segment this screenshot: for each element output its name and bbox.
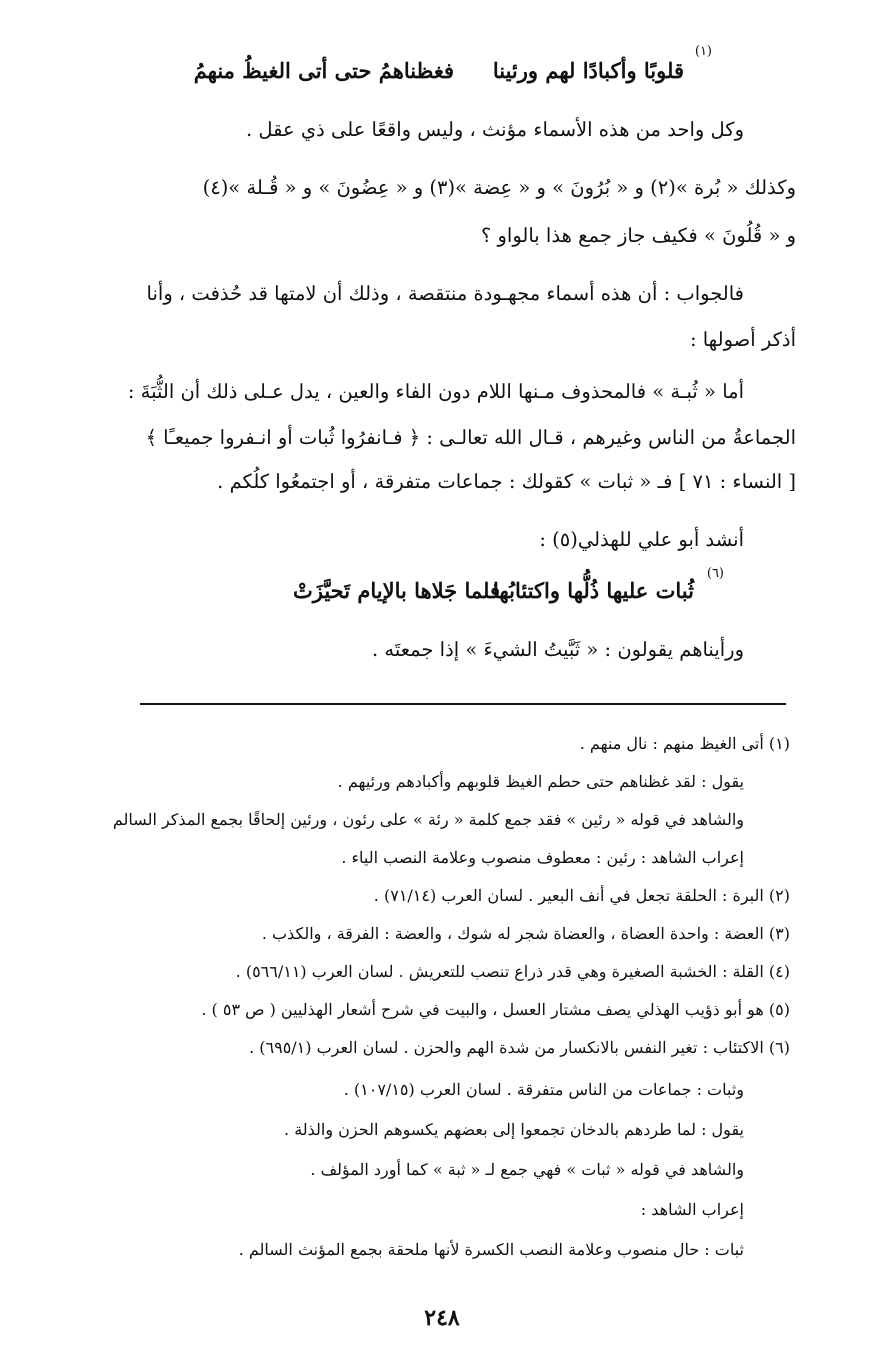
footnote-line: (١) أتى الغيظ منهم : نال منهم .	[579, 734, 790, 753]
verse2-footnote-ref: (٦)	[706, 566, 724, 581]
footnote-line: (٤) القلة : الخشبة الصغيرة وهي قدر ذراع تنصب للتعريش . لسان العرب (٥٦٦/١١) .	[235, 962, 790, 981]
verse1-left-hemistich: قلوبًا وأكبادًا لهم ورئينا	[492, 58, 684, 83]
footnote-line: إعراب الشاهد : رئين : معطوف منصوب وعلامة النصب الياء .	[341, 848, 744, 867]
body-line: أذكر أصولها :	[689, 328, 796, 351]
footnote-separator	[140, 703, 786, 705]
footnote-line: ثبات : حال منصوب وعلامة النصب الكسرة لأنها ملحقة بجمع المؤنث السالم .	[238, 1240, 744, 1259]
verse2-right-hemistich: فلما جَلاها بالإيام تَحيَّزَتْ	[292, 578, 500, 603]
verse1-footnote-ref: (١)	[694, 44, 712, 59]
body-line: وكذلك « بُرة »(٢) و « بُرُونَ » و « عِضة »(٣) و « عِضُونَ » و « قُـلة »(٤)	[202, 176, 796, 199]
footnote-line: والشاهد في قوله « رئين » فقد جمع كلمة « رئة » على رئون ، ورئين إلحاقًا بجمع المذكر السالم	[112, 810, 744, 829]
body-line: فالجواب : أن هذه أسماء مجهـودة منتقصة ، وذلك أن لامتها قد حُذفت ، وأنا	[146, 282, 744, 305]
page-number: ٢٤٨	[424, 1305, 460, 1331]
footnote-line: والشاهد في قوله « ثبات » فهي جمع لـ « ثبة » كما أورد المؤلف .	[310, 1160, 744, 1179]
footnote-line: يقول : لما طردهم بالدخان تجمعوا إلى بعضهم يكسوهم الحزن والذلة .	[284, 1120, 744, 1139]
footnote-line: يقول : لقد غظناهم حتى حطم الغيظ قلوبهم وأكبادهم ورئيهم .	[337, 772, 744, 791]
footnote-line: (٦) الاكتئاب : تغير النفس بالانكسار من شدة الهم والحزن . لسان العرب (٦٩٥/١) .	[249, 1038, 790, 1057]
verse1-right-hemistich: فغظناهمُ حتى أتى الغيظُ منهمُ	[193, 58, 454, 83]
body-line: [ النساء : ٧١ ] فـ « ثبات » كقولك : جماعات متفرقة ، أو اجتمعُوا كلُكم .	[217, 470, 796, 493]
footnote-line: (٥) هو أبو ذؤيب الهذلي يصف مشتار العسل ، والبيت في شرح أشعار الهذليين ( ص ٥٣ ) .	[201, 1000, 790, 1019]
body-line: الجماعةُ من الناس وغيرهم ، قـال الله تعالـى : ﴿ فـانفرُوا ثُبات أو انـفروا جميعـًا ﴾	[145, 426, 796, 449]
footnote-line: (٢) البرة : الحلقة تجعل في أنف البعير . لسان العرب (٧١/١٤) .	[373, 886, 790, 905]
body-line: أنشد أبو علي للهذلي(٥) :	[539, 528, 744, 551]
body-line: و « قُلُونَ » فكيف جاز جمع هذا بالواو ؟	[480, 224, 796, 247]
footnote-line: إعراب الشاهد :	[640, 1200, 744, 1219]
body-line: ورأيناهم يقولون : « ثَبَّيتُ الشيءَ » إذا جمعتَه .	[372, 638, 744, 661]
footnote-line: وثبات : جماعات من الناس متفرقة . لسان العرب (١٠٧/١٥) .	[343, 1080, 744, 1099]
verse2-left-hemistich: ثُبات عليها ذُلُّها واكتئابُها	[493, 578, 694, 603]
footnote-line: (٣) العضة : واحدة العضاة ، والعضاة شجر له شوك ، والعضة : الفرقة ، والكذب .	[261, 924, 790, 943]
body-line: وكل واحد من هذه الأسماء مؤنث ، وليس واقعًا على ذي عقل .	[245, 118, 744, 141]
body-line: أما « ثُبـة » فالمحذوف مـنها اللام دون الفاء والعين ، يدل عـلى ذلك أن الثُّبَةَ :	[127, 380, 744, 403]
